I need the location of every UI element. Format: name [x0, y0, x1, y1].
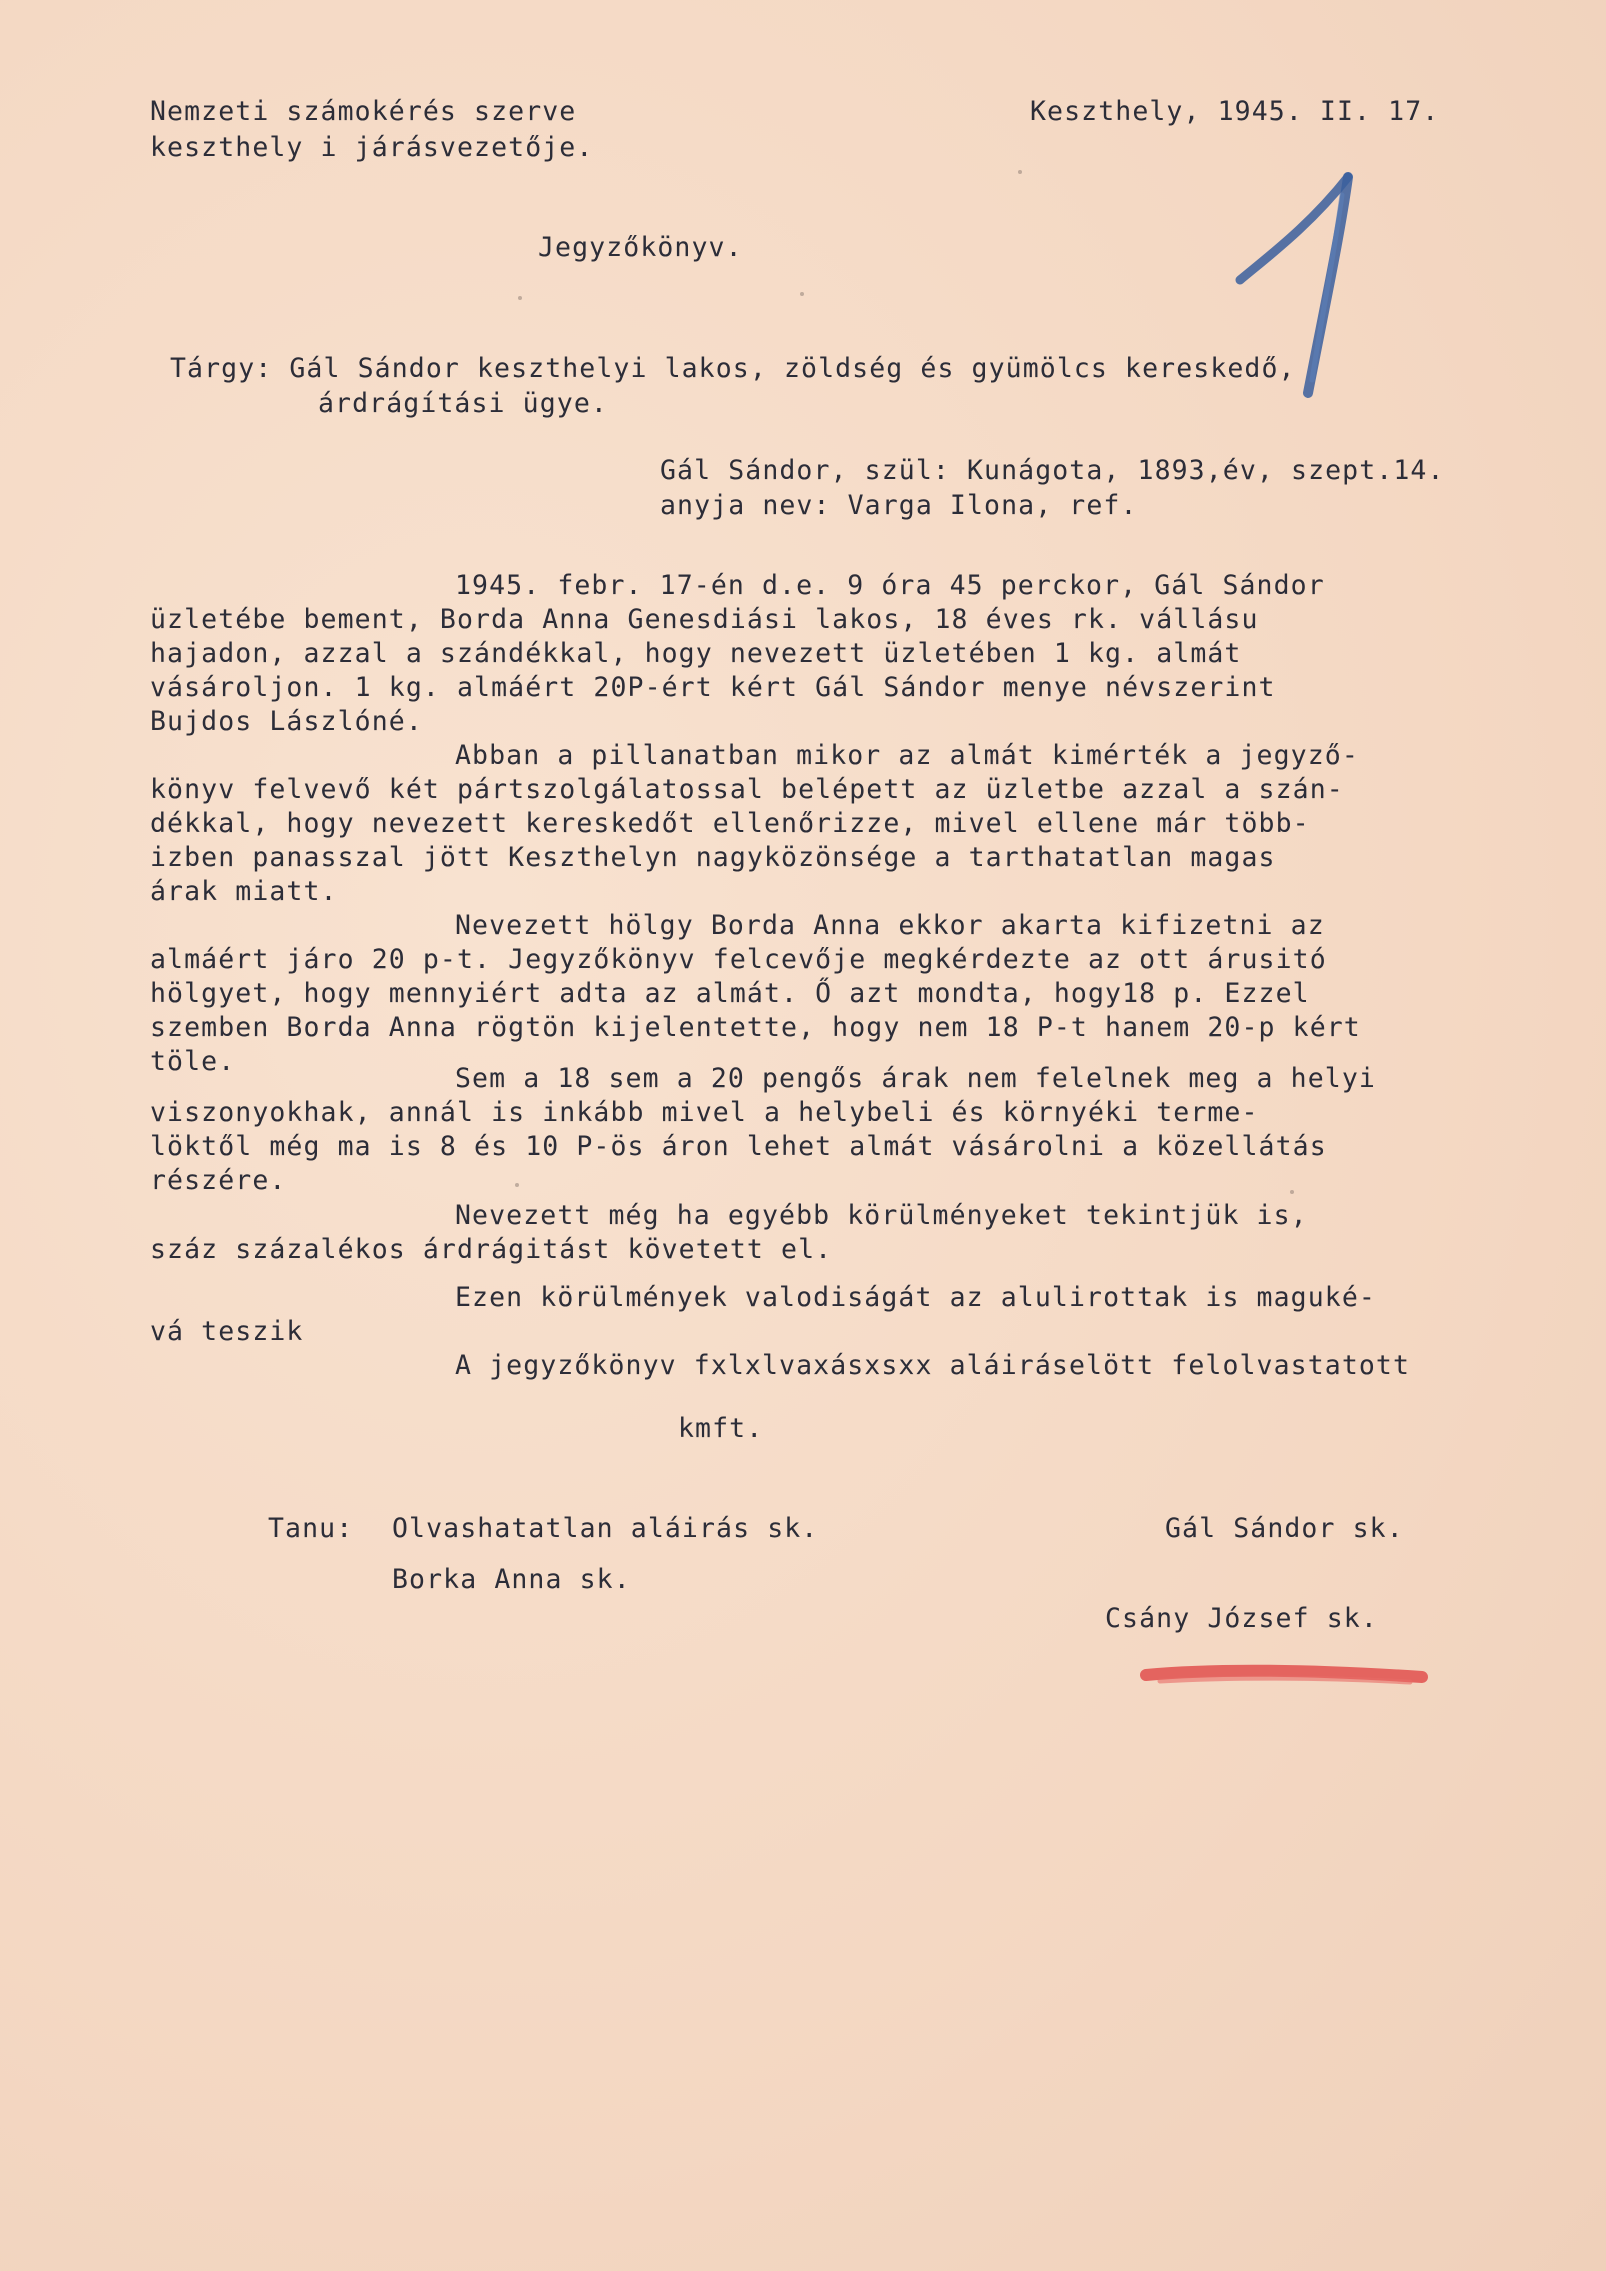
red-pencil-underline [1140, 1655, 1430, 1695]
org-line-1: Nemzeti számokérés szerve [150, 96, 577, 127]
body-line: löktől még ma is 8 és 10 P-ös áron lehet almát vásárolni a közellátás [150, 1131, 1327, 1162]
body-line: vásároljon. 1 kg. almáért 20P-ért kért Gál Sándor menye névszerint [150, 672, 1276, 703]
document-title: Jegyzőkönyv. [538, 232, 743, 263]
witness-1-signature: Olvashatatlan aláirás sk. [392, 1513, 819, 1544]
body-line: száz százalékos árdrágitást követett el. [150, 1234, 833, 1265]
paper-speck [1018, 170, 1022, 174]
body-line: töle. [150, 1046, 236, 1077]
body-line: izben panasszal jött Keszthelyn nagyközönsége a tarthatatlan magas [150, 842, 1276, 873]
body-line: Nevezett hölgy Borda Anna ekkor akarta kifizetni az [455, 910, 1325, 941]
body-line: Bujdos Lászlóné. [150, 706, 423, 737]
body-line: A jegyzőkönyv fxlxlvaxásxsxx aláiráselött felolvastatott [455, 1350, 1411, 1381]
place-date: Keszthely, 1945. II. 17. [1030, 96, 1440, 127]
body-line: árak miatt. [150, 876, 338, 907]
subject-line-2: árdrágítási ügye. [318, 388, 608, 419]
body-line: viszonyokhak, annál is inkább mivel a helybeli és környéki terme- [150, 1097, 1259, 1128]
body-line: üzletébe bement, Borda Anna Genesdiási lakos, 18 éves rk. vállásu [150, 604, 1259, 635]
subject-line-1: Tárgy: Gál Sándor keszthelyi lakos, zöldség és gyümölcs kereskedő, [170, 353, 1296, 384]
body-line: Ezen körülmények valodiságát az alulirottak is maguké- [455, 1282, 1376, 1313]
body-line: részére. [150, 1165, 287, 1196]
person-line-1: Gál Sándor, szül: Kunágota, 1893,év, szept.14. [660, 455, 1445, 486]
body-line: hajadon, azzal a szándékkal, hogy nevezett üzletében 1 kg. almát [150, 638, 1242, 669]
witness-label: Tanu: [268, 1513, 354, 1544]
org-line-2: keszthely i járásvezetője. [150, 132, 594, 163]
body-line: 1945. febr. 17-én d.e. 9 óra 45 perckor, Gál Sándor [455, 570, 1325, 601]
body-line: Nevezett még ha egyébb körülményeket tekintjük is, [455, 1200, 1308, 1231]
body-line: hölgyet, hogy mennyiért adta az almát. Ő azt mondta, hogy18 p. Ezzel [150, 978, 1310, 1009]
body-line: Abban a pillanatban mikor az almát kimérték a jegyző- [455, 740, 1359, 771]
person-line-2: anyja nev: Varga Ilona, ref. [660, 490, 1138, 521]
paper-speck [800, 292, 804, 296]
body-line: könyv felvevő két pártszolgálatossal belépett az üzletbe azzal a szán- [150, 774, 1344, 805]
closing-kmft: kmft. [678, 1413, 764, 1444]
body-line: vá teszik [150, 1316, 304, 1347]
paper-speck [515, 1183, 519, 1187]
body-line: szemben Borda Anna rögtön kijelentette, hogy nem 18 P-t hanem 20-p kért [150, 1012, 1361, 1043]
body-line: almáért járo 20 p-t. Jegyzőkönyv felcevője megkérdezte az ott árusitó [150, 944, 1327, 975]
signer-2: Csány József sk. [1105, 1603, 1378, 1634]
witness-2-signature: Borka Anna sk. [392, 1564, 631, 1595]
paper-speck [1290, 1190, 1294, 1194]
body-line: dékkal, hogy nevezett kereskedőt ellenőrizze, mivel ellene már több- [150, 808, 1310, 839]
signer-1: Gál Sándor sk. [1165, 1513, 1404, 1544]
body-line: Sem a 18 sem a 20 pengős árak nem felelnek meg a helyi [455, 1063, 1376, 1094]
paper-speck [518, 296, 522, 300]
